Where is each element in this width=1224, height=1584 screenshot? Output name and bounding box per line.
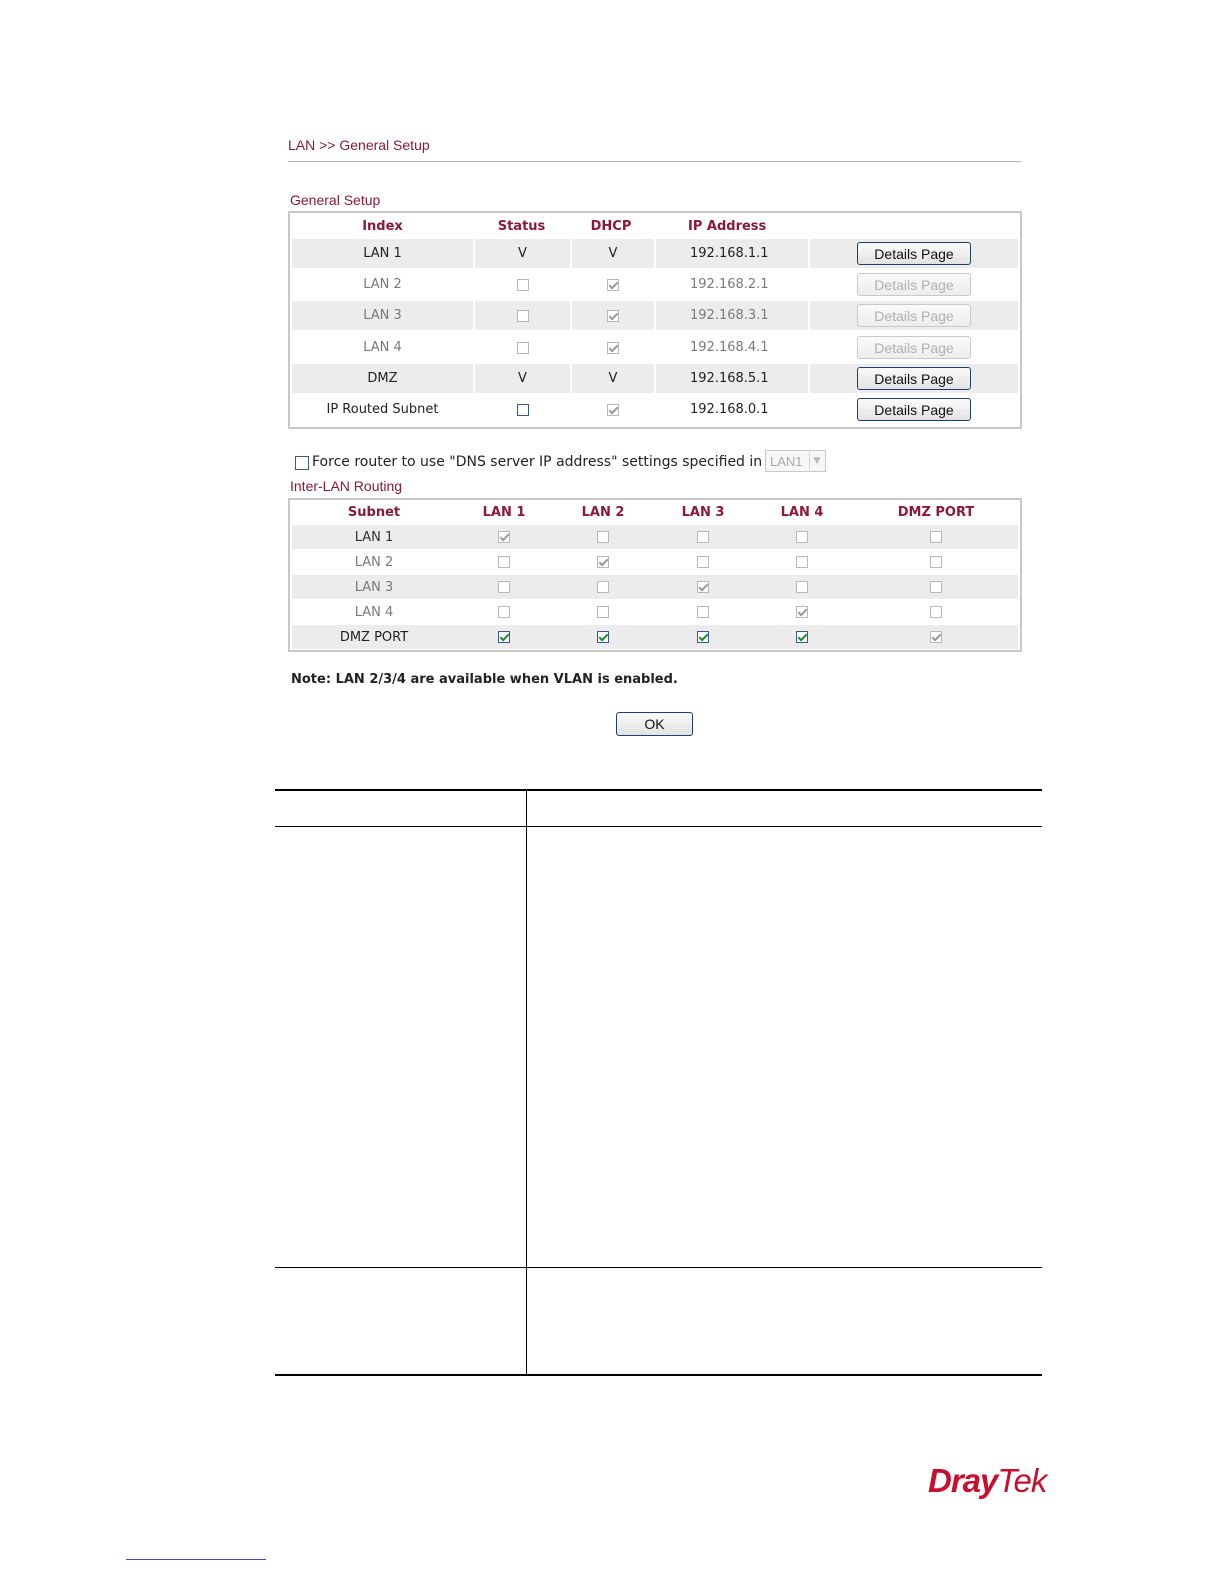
ip-cell: 192.168.3.1 [656, 301, 808, 330]
brand-tek: Tek [997, 1462, 1047, 1499]
ip-cell: 192.168.4.1 [690, 340, 769, 355]
lan1-lan3-checkbox [697, 531, 709, 543]
index-cell: LAN 2 [363, 277, 402, 292]
table-row [292, 550, 1018, 574]
breadcrumb: LAN >> General Setup [288, 137, 430, 153]
lan4-lan1-checkbox [498, 606, 510, 618]
details-page-button-ip-routed[interactable]: Details Page [857, 398, 971, 421]
table-row [292, 239, 1018, 268]
details-page-button-lan4: Details Page [857, 336, 971, 359]
header-dhcp: DHCP [590, 219, 632, 234]
index-cell: LAN 3 [292, 301, 473, 330]
table-row [292, 364, 1018, 393]
chevron-down-icon: ▼ [809, 452, 824, 470]
force-dns-checkbox[interactable] [295, 456, 309, 470]
dmz-lan4-checkbox[interactable] [796, 631, 808, 643]
table-row [292, 270, 1018, 299]
status-cell: V [475, 364, 570, 393]
subnet-cell: LAN 2 [354, 554, 394, 570]
lan2-dmz-checkbox [930, 556, 942, 568]
inter-lan-routing-table [288, 498, 1022, 652]
lan4-dmz-checkbox [930, 606, 942, 618]
index-cell: LAN 4 [363, 340, 402, 355]
desc-table-bottom-rule [275, 1374, 1042, 1376]
subnet-cell: LAN 4 [354, 604, 394, 620]
dhcp-cell: V [572, 239, 654, 268]
lan1-dmz-checkbox [930, 531, 942, 543]
lan2-lan2-checkbox [597, 556, 609, 568]
status-checkbox [517, 279, 529, 291]
lan3-lan2-checkbox [597, 581, 609, 593]
lan4-lan2-checkbox [597, 606, 609, 618]
breadcrumb-divider [288, 161, 1022, 162]
desc-table-header-rule [275, 826, 1042, 827]
dmz-dmz-checkbox [930, 631, 942, 643]
index-cell: LAN 1 [292, 239, 473, 268]
dhcp-checkbox [607, 279, 619, 291]
table-row [292, 625, 1018, 649]
subnet-cell: LAN 1 [354, 529, 394, 545]
table-row [292, 395, 1018, 424]
lan3-lan4-checkbox [796, 581, 808, 593]
table-row [292, 600, 1018, 624]
dns-lan-select-value: LAN1 [770, 453, 803, 469]
dmz-lan1-checkbox[interactable] [498, 631, 510, 643]
header-subnet: Subnet [347, 505, 401, 520]
lan3-lan1-checkbox [498, 581, 510, 593]
subnet-cell: LAN 3 [354, 579, 394, 595]
brand-dray: Dray [928, 1462, 998, 1499]
desc-table-top-rule [275, 789, 1042, 791]
lan4-lan4-checkbox [796, 606, 808, 618]
dhcp-checkbox [607, 310, 619, 322]
dmz-lan2-checkbox[interactable] [597, 631, 609, 643]
lan1-lan1-checkbox [498, 531, 510, 543]
header-ip-address: IP Address [688, 219, 767, 234]
dhcp-cell: V [572, 364, 654, 393]
table-row [292, 333, 1018, 362]
header-lan2: LAN 2 [581, 505, 625, 520]
header-dmz-port: DMZ PORT [897, 505, 975, 520]
details-page-button-dmz[interactable]: Details Page [857, 367, 971, 390]
lan3-dmz-checkbox [930, 581, 942, 593]
table-row [292, 301, 1018, 330]
ip-cell: 192.168.5.1 [656, 364, 808, 393]
ok-button[interactable]: OK [616, 712, 693, 736]
details-page-button-lan1[interactable]: Details Page [857, 242, 971, 265]
dhcp-checkbox [607, 404, 619, 416]
details-page-button-lan2: Details Page [857, 273, 971, 296]
details-page-button-lan3: Details Page [857, 304, 971, 327]
lan1-lan4-checkbox [796, 531, 808, 543]
lan3-lan3-checkbox [697, 581, 709, 593]
inter-lan-routing-title: Inter-LAN Routing [290, 478, 403, 494]
lan4-lan3-checkbox [697, 606, 709, 618]
dhcp-checkbox [607, 342, 619, 354]
lan2-lan3-checkbox [697, 556, 709, 568]
header-status: Status [497, 219, 546, 234]
ip-cell: 192.168.1.1 [656, 239, 808, 268]
lan2-lan1-checkbox [498, 556, 510, 568]
index-cell: IP Routed Subnet [326, 402, 439, 417]
force-dns-label: Force router to use "DNS server IP address" settings specified in [312, 454, 763, 470]
vlan-note: Note: LAN 2/3/4 are available when VLAN is enabled. [291, 672, 678, 687]
header-lan4: LAN 4 [780, 505, 824, 520]
header-lan1: LAN 1 [482, 505, 526, 520]
header-lan3: LAN 3 [681, 505, 725, 520]
table-row [292, 525, 1018, 549]
status-checkbox-ip-routed[interactable] [517, 404, 529, 416]
ip-cell: 192.168.0.1 [690, 402, 769, 417]
draytek-logo [928, 1462, 1046, 1500]
index-cell: DMZ [292, 364, 473, 393]
subnet-cell: DMZ PORT [339, 629, 409, 645]
status-checkbox [517, 310, 529, 322]
lan2-lan4-checkbox [796, 556, 808, 568]
desc-table-row-rule [275, 1267, 1042, 1268]
general-setup-table [288, 211, 1022, 429]
footer-link-underline [126, 1559, 266, 1560]
dns-lan-select [765, 450, 826, 472]
general-setup-title: General Setup [290, 192, 381, 208]
header-index: Index [362, 219, 403, 234]
dmz-lan3-checkbox[interactable] [697, 631, 709, 643]
lan1-lan2-checkbox [597, 531, 609, 543]
desc-table-column-rule [526, 791, 527, 1375]
status-cell: V [475, 239, 570, 268]
status-checkbox [517, 342, 529, 354]
ip-cell: 192.168.2.1 [690, 277, 769, 292]
table-row [292, 575, 1018, 599]
